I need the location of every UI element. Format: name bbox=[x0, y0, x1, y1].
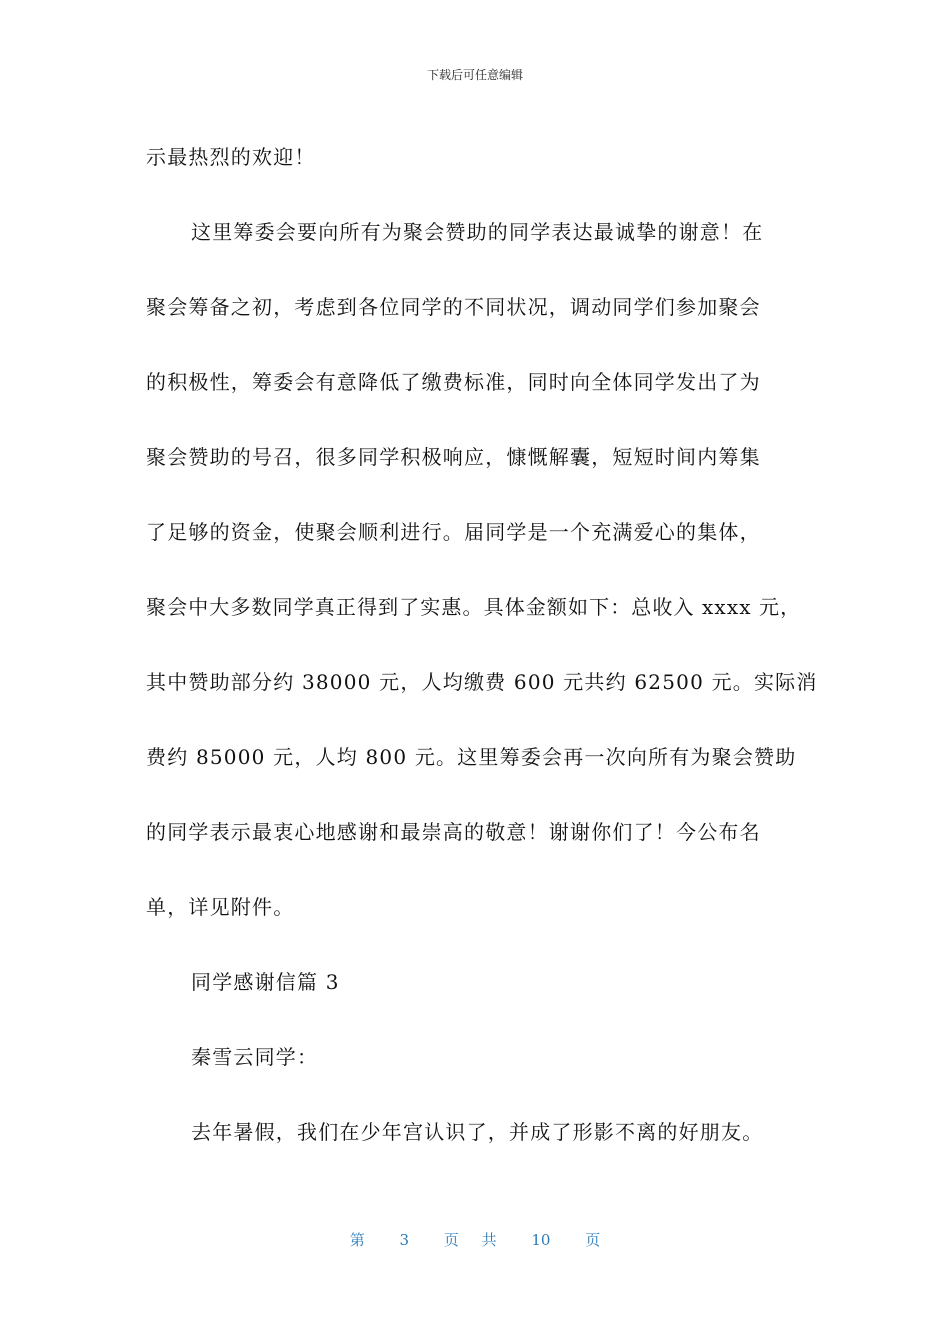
page-label-prefix: 第 bbox=[349, 1231, 365, 1249]
paragraph-line: 费约 85000 元，人均 800 元。这里筹委会再一次向所有为聚会赞助 bbox=[146, 745, 797, 769]
current-page-number: 3 bbox=[399, 1231, 410, 1249]
total-pages-number: 10 bbox=[531, 1231, 551, 1249]
page-footer bbox=[0, 1229, 950, 1250]
header-note: 下载后可任意编辑 bbox=[426, 68, 523, 82]
paragraph-line: 单，详见附件。 bbox=[146, 895, 295, 919]
section-heading: 同学感谢信篇 3 bbox=[191, 970, 340, 994]
paragraph-line: 的同学表示最衷心地感谢和最崇高的敬意！谢谢你们了！今公布名 bbox=[146, 820, 761, 844]
paragraph-line: 这里筹委会要向所有为聚会赞助的同学表达最诚挚的谢意！在 bbox=[191, 220, 764, 244]
paragraph-line: 聚会筹备之初，考虑到各位同学的不同状况，调动同学们参加聚会 bbox=[146, 295, 761, 319]
paragraph-line: 示最热烈的欢迎！ bbox=[146, 145, 316, 169]
paragraph-line: 去年暑假，我们在少年宫认识了，并成了形影不离的好朋友。 bbox=[191, 1120, 764, 1144]
paragraph-line: 了足够的资金，使聚会顺利进行。届同学是一个充满爱心的集体， bbox=[146, 520, 761, 544]
paragraph-line: 的积极性，筹委会有意降低了缴费标准，同时向全体同学发出了为 bbox=[146, 370, 761, 394]
page-label-mid: 页 共 bbox=[443, 1231, 497, 1249]
paragraph-line: 其中赞助部分约 38000 元，人均缴费 600 元共约 62500 元。实际消 bbox=[146, 670, 818, 694]
document-body bbox=[146, 120, 826, 1170]
paragraph-line: 聚会赞助的号召，很多同学积极响应，慷慨解囊，短短时间内筹集 bbox=[146, 445, 761, 469]
page-label-suffix: 页 bbox=[585, 1231, 601, 1249]
salutation: 秦雪云同学： bbox=[191, 1045, 319, 1069]
paragraph-line: 聚会中大多数同学真正得到了实惠。具体金额如下：总收入 xxxx 元， bbox=[146, 595, 802, 619]
